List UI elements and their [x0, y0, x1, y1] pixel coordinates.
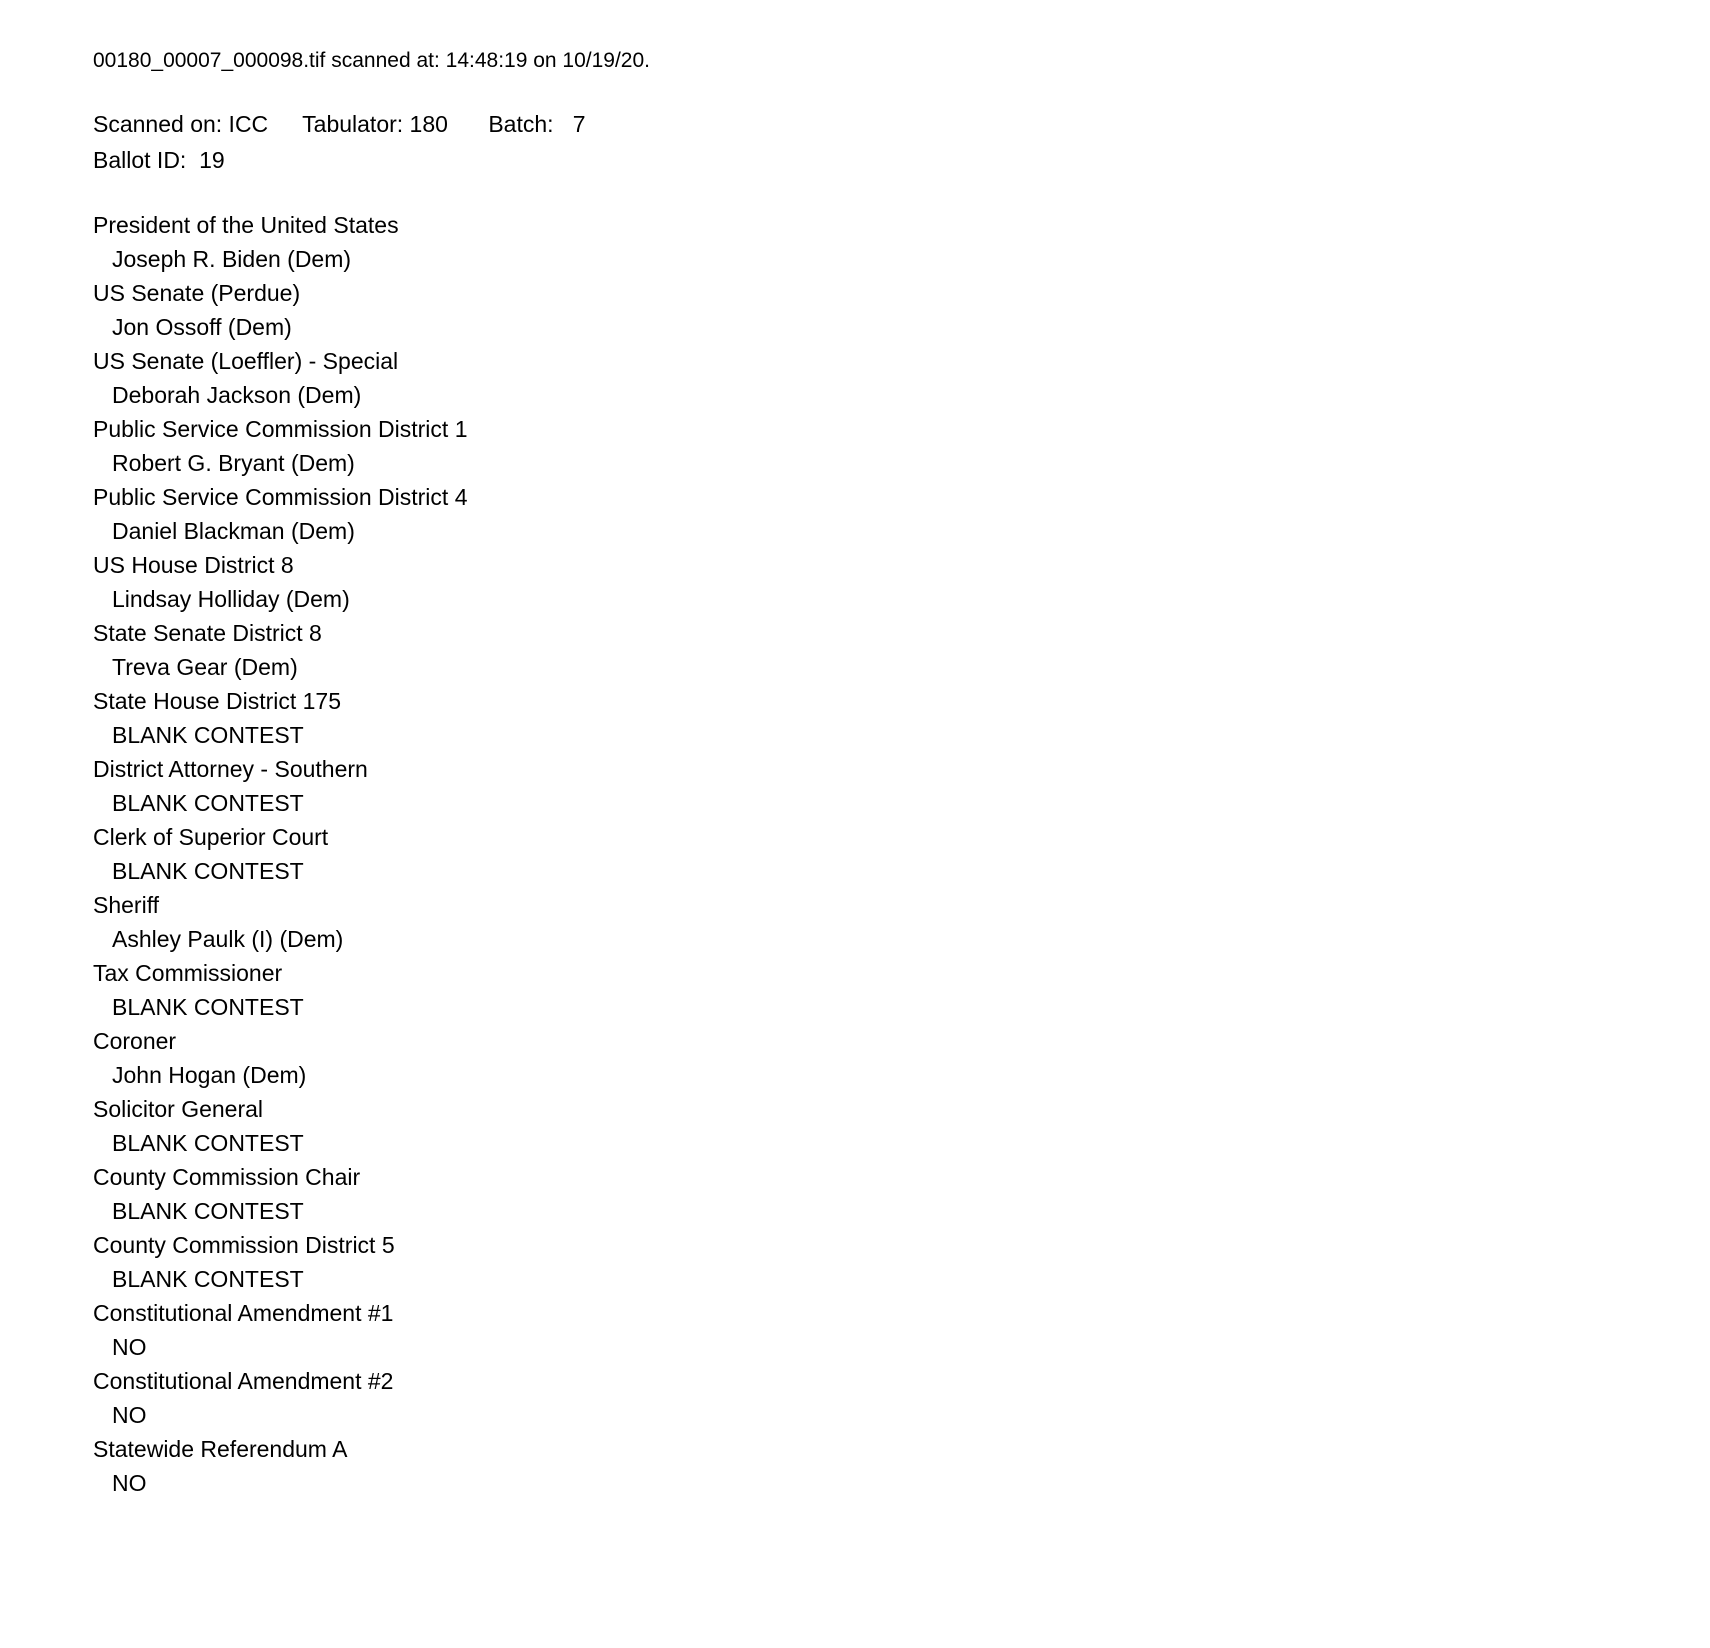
- contest-title: Solicitor General: [93, 1096, 264, 1122]
- contest-selection: NO: [112, 1334, 147, 1360]
- contest-title: Clerk of Superior Court: [93, 824, 329, 850]
- contest-selection: NO: [112, 1402, 147, 1428]
- contest-title: Public Service Commission District 1: [93, 416, 468, 442]
- contest-selection: BLANK CONTEST: [112, 858, 304, 884]
- contest-title: Tax Commissioner: [93, 960, 283, 986]
- tabulator-value: Tabulator: 180: [302, 111, 448, 137]
- contest-title: US House District 8: [93, 552, 294, 578]
- contest-selection: John Hogan (Dem): [112, 1062, 307, 1088]
- contest-row: [93, 276, 1670, 344]
- contest-title: State House District 175: [93, 688, 342, 714]
- contest-row: [93, 888, 1670, 956]
- contest-title: Constitutional Amendment #1: [93, 1300, 394, 1326]
- contest-selection: Ashley Paulk (I) (Dem): [112, 926, 344, 952]
- contest-row: [93, 1432, 1670, 1500]
- contest-row: [93, 1024, 1670, 1092]
- contest-title: Public Service Commission District 4: [93, 484, 468, 510]
- contest-selection: BLANK CONTEST: [112, 1130, 304, 1156]
- contest-selection: Lindsay Holliday (Dem): [112, 586, 350, 612]
- contest-row: [93, 1296, 1670, 1364]
- contest-selection: BLANK CONTEST: [112, 722, 304, 748]
- contest-selection: Jon Ossoff (Dem): [112, 314, 292, 340]
- contest-title: State Senate District 8: [93, 620, 322, 646]
- contest-row: [93, 412, 1670, 480]
- contest-row: [93, 344, 1670, 412]
- contest-title: Sheriff: [93, 892, 160, 918]
- contest-selection: Treva Gear (Dem): [112, 654, 298, 680]
- batch-value: Batch: 7: [488, 111, 586, 137]
- contest-title: US Senate (Perdue): [93, 280, 301, 306]
- contest-title: Coroner: [93, 1028, 177, 1054]
- contest-row: [93, 752, 1670, 820]
- contest-title: President of the United States: [93, 212, 399, 238]
- ballot-meta-block: [93, 106, 1670, 178]
- contest-row: [93, 616, 1670, 684]
- contest-selection: Deborah Jackson (Dem): [112, 382, 362, 408]
- ballot-id-value: Ballot ID: 19: [93, 147, 225, 173]
- ballot-id-line: [93, 142, 1670, 178]
- scan-filename-line: 00180_00007_000098.tif scanned at: 14:48:19 on 10/19/20.: [93, 49, 650, 72]
- contest-selection: BLANK CONTEST: [112, 790, 304, 816]
- scanned-on-value: Scanned on: ICC: [93, 111, 269, 137]
- contest-row: [93, 480, 1670, 548]
- scan-info-line: [93, 106, 1670, 142]
- contest-row: [93, 684, 1670, 752]
- contest-title: County Commission District 5: [93, 1232, 395, 1258]
- contest-row: [93, 548, 1670, 616]
- contest-selection: NO: [112, 1470, 147, 1496]
- contest-list: [93, 208, 1670, 1500]
- contest-row: [93, 1228, 1670, 1296]
- contest-row: [93, 956, 1670, 1024]
- contest-title: Constitutional Amendment #2: [93, 1368, 394, 1394]
- contest-row: [93, 208, 1670, 276]
- contest-title: US Senate (Loeffler) - Special: [93, 348, 399, 374]
- contest-row: [93, 820, 1670, 888]
- contest-selection: Joseph R. Biden (Dem): [112, 246, 352, 272]
- contest-title: County Commission Chair: [93, 1164, 361, 1190]
- contest-title: District Attorney - Southern: [93, 756, 368, 782]
- contest-selection: BLANK CONTEST: [112, 994, 304, 1020]
- contest-title: Statewide Referendum A: [93, 1436, 348, 1462]
- contest-selection: BLANK CONTEST: [112, 1198, 304, 1224]
- contest-row: [93, 1364, 1670, 1432]
- contest-selection: Robert G. Bryant (Dem): [112, 450, 355, 476]
- contest-row: [93, 1160, 1670, 1228]
- contest-selection: BLANK CONTEST: [112, 1266, 304, 1292]
- contest-row: [93, 1092, 1670, 1160]
- contest-selection: Daniel Blackman (Dem): [112, 518, 355, 544]
